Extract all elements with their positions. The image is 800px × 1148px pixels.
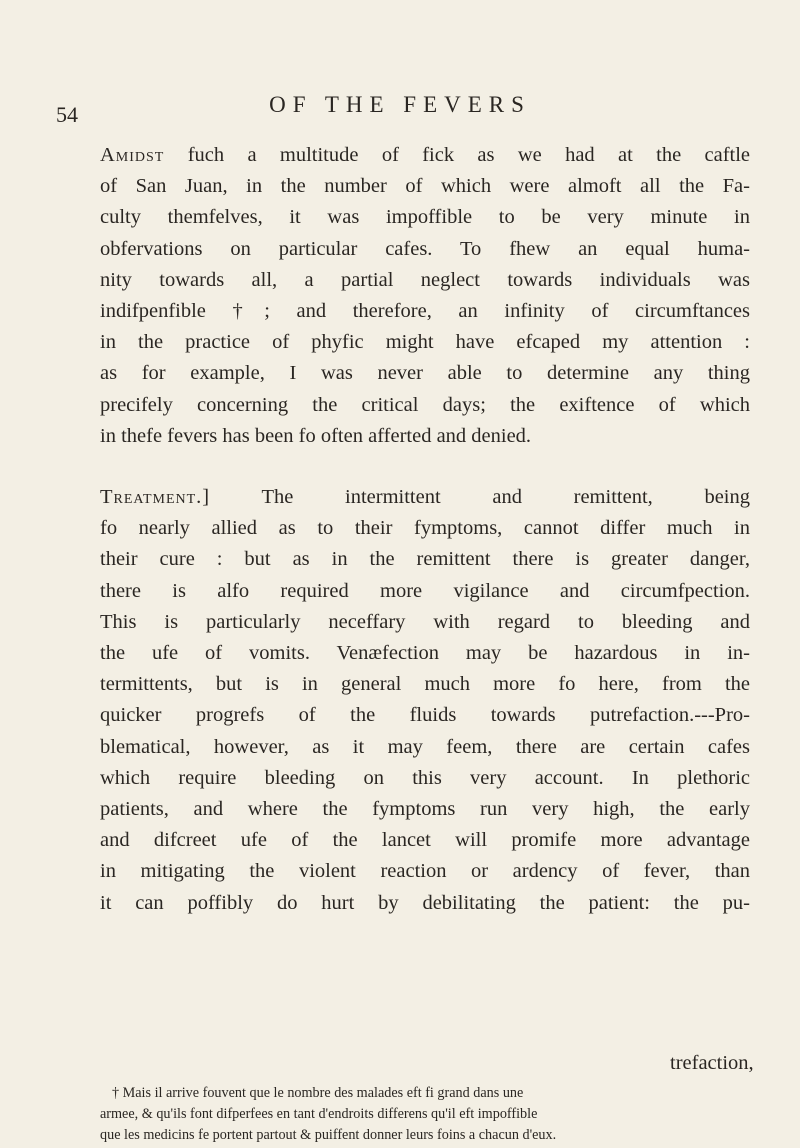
section-heading: Treatment.] (100, 486, 211, 509)
page-header (0, 88, 800, 128)
footnote-line: † Mais il arrive fouvent que le nombre des malades eft fi grand dans une (112, 1085, 524, 1101)
text-line: the ufe of vomits. Venæfection may be hazardous in in- (100, 642, 750, 665)
body-text (100, 140, 750, 919)
text-line: of San Juan, in the number of which were almoft all the Fa- (100, 175, 750, 198)
footnote-line: armee, & qu'ils font difperfees en tant d'endroits differens qu'il eft impoffible (100, 1106, 538, 1122)
text-line: The intermittent and remittent, being (261, 486, 750, 509)
text-line: culty themfelves, it was impoffible to be very minute in (100, 206, 750, 229)
text-line: their cure : but as in the remittent there is greater danger, (100, 548, 750, 571)
text-line: in mitigating the violent reaction or ardency of fever, than (100, 860, 750, 883)
text-line: patients, and where the fymptoms run very high, the early (100, 798, 750, 821)
text-line: obfervations on particular cafes. To fhew an equal huma- (100, 237, 750, 260)
text-line: blematical, however, as it may feem, there are certain cafes (100, 735, 750, 758)
text-line: This is particularly neceffary with regard to bleeding and (100, 610, 750, 633)
text-line: in the practice of phyfic might have efcaped my attention : (100, 331, 750, 354)
catchword: trefaction, (670, 1052, 754, 1074)
footnote-line: que les medicins fe portent partout & puiffent donner leurs foins a chacun d'eux. (100, 1127, 557, 1143)
text-line: termittents, but is in general much more fo here, from the (100, 673, 750, 696)
text-line: as for example, I was never able to determine any thing (100, 362, 750, 385)
text-line: nity towards all, a partial neglect towards individuals was (100, 268, 750, 291)
page-number: 54 (56, 102, 78, 127)
text-line: there is alfo required more vigilance and circumfpection. (100, 579, 750, 602)
paragraph-2 (100, 482, 750, 919)
text-line: precifely concerning the critical days; the exiftence of which (100, 393, 750, 416)
text-line: fo nearly allied as to their fymptoms, cannot differ much in (100, 517, 750, 540)
text-line: which require bleeding on this very account. In plethoric (100, 766, 750, 789)
footnote (100, 1083, 750, 1146)
text-line: quicker progrefs of the fluids towards putrefaction.---Pro- (100, 704, 750, 727)
running-title: OF THE FEVERS (269, 92, 531, 117)
text-line: it can poffibly do hurt by debilitating the patient: the pu- (100, 891, 750, 914)
text-line: indifpenfible †; and therefore, an infinity of circumftances (100, 300, 750, 323)
lead-word: Amidst (100, 144, 165, 166)
text-line: in thefe fevers has been fo often afferted and denied. (100, 424, 532, 447)
paragraph-2-first-line (100, 482, 750, 513)
paragraph-1 (100, 140, 750, 452)
text-line: fuch a multitude of fick as we had at the caftle (187, 144, 751, 166)
paragraph-1-first-line (100, 140, 750, 171)
text-line: and difcreet ufe of the lancet will promife more advantage (100, 829, 750, 852)
